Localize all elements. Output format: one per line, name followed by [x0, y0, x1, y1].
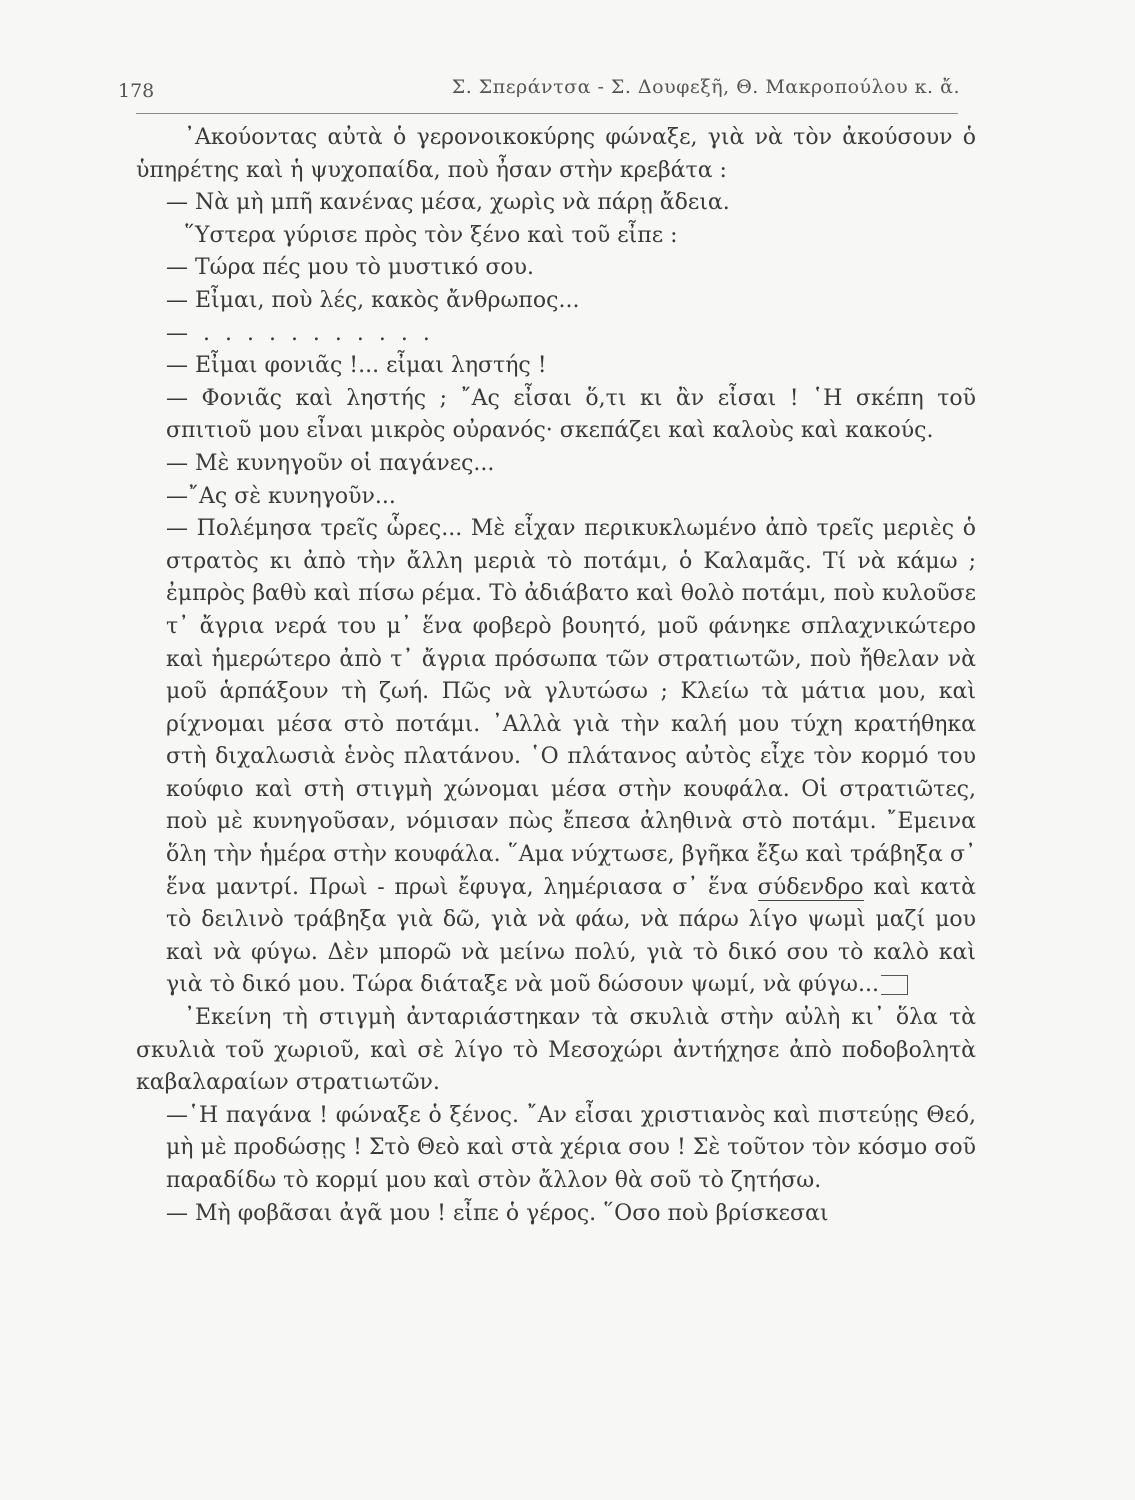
text-run: καὶ κατὰ τὸ δειλινὸ τράβηξα γιὰ δῶ, γιὰ νὰ φάω, νὰ πάρω λίγο ψωμὶ μαζί μου καὶ νὰ φύγω. Δὲν μπορῶ νὰ μείνω πολύ, γιὰ τὸ δικό σου τὸ καλὸ καὶ γιὰ τὸ δικό μου. Τώρα διάταξε νὰ μοῦ δώσουν ψωμί, νὰ φύγω... [166, 874, 976, 998]
dialogue-paragraph [136, 513, 976, 1002]
dialogue-line: — Εἶμαι, ποὺ λές, κακὸς ἄνθρωπος... [166, 287, 580, 313]
dialogue-line: — Φονιᾶς καὶ ληστής ; ῎Ας εἶσαι ὅ,τι κι ἂν εἶσαι ! ῾Η σκέπη τοῦ σπιτιοῦ μου εἶναι μικρὸς οὐρανός· σκεπάζει καὶ καλοὺς καὶ κακούς. [166, 385, 976, 444]
ellipsis-line: — . . . . . . . . . . . [166, 320, 434, 346]
dialogue-line: — Εἶμαι φονιᾶς !... εἶμαι ληστής ! [166, 353, 547, 379]
page-header [118, 72, 960, 108]
running-title: Σ. Σπεράντσα - Σ. Δουφεξῆ, Θ. Μακροπούλου κ. ἄ. [451, 76, 960, 98]
dialogue-line: —῎Ας σὲ κυνηγοῦν... [166, 483, 396, 509]
underlined-word: σύδενδρο [757, 874, 864, 900]
dialogue-line: — Τώρα πές μου τὸ μυστικό σου. [166, 255, 534, 281]
dialogue-line: — Μὲ κυνηγοῦν οἱ παγάνες... [166, 450, 495, 476]
paragraph: ᾿Εκείνη τὴ στιγμὴ ἀνταριάστηκαν τὰ σκυλιὰ στὴν αὐλὴ κι᾿ ὅλα τὰ σκυλιὰ τοῦ χωριοῦ, καὶ σὲ λίγο τὸ Μεσοχώρι ἀντήχησε ἀπὸ ποδοβολητὰ καβαλαραίων στρατιωτῶν. [136, 1005, 976, 1096]
dialogue-line: —῾Η παγάνα ! φώναξε ὁ ξένος. ῎Αν εἶσαι χριστιανὸς καὶ πιστεύῃς Θεό, μὴ μὲ προδώσῃς ! Στὸ Θεὸ καὶ στὰ χέρια σου ! Σὲ τοῦτον τὸν κόσμο σοῦ παραδίδω τὸ κορμί μου καὶ στὸν ἄλλον θὰ σοῦ τὸ ζητήσω. [166, 1102, 976, 1193]
text-run: — Πολέμησα τρεῖς ὧρες... Μὲ εἶχαν περικυκλωμένο ἀπὸ τρεῖς μεριὲς ὁ στρατὸς κι ἀπὸ τὴν ἄλλη μεριὰ τὸ ποτάμι, ὁ Καλαμᾶς. Τί νὰ κάμω ; ἐμπρὸς βαθὺ καὶ πίσω ρέμα. Τὸ ἀδιάβατο καὶ θολὸ ποτάμι, ποὺ κυλοῦσε τ᾿ ἄγρια νερά του μ᾿ ἕνα φοβερὸ βουητό, μοῦ φάνηκε σπλαχνικώτερο καὶ ἡμερώτερο ἀπὸ τ᾿ ἄγρια πρόσωπα τῶν στρατιωτῶν, ποὺ ἤθελαν νὰ μοῦ ἁρπάξουν τὴ ζωή. Πῶς νὰ γλυτώσω ; Κλείω τὰ μάτια μου, καὶ ρίχνομαι μέσα στὸ ποτάμι. ᾿Αλλὰ γιὰ τὴν καλή μου τύχη κρατήθηκα στὴ διχαλωσιὰ ἑνὸς πλατάνου. ῾Ο πλάτανος αὐτὸς εἶχε τὸν κορμό του κούφιο καὶ στὴ στιγμὴ χώνομαι μέσα στὴν κουφάλα. Οἱ στρατιῶτες, ποὺ μὲ κυνηγοῦσαν, νόμισαν πὼς ἔπεσα ἀληθινὰ στὸ ποτάμι. ῎Εμεινα ὅλη τὴν ἡμέρα στὴν κουφάλα. ῞Αμα νύχτωσε, βγῆκα ἔξω καὶ τράβηξα σ᾿ ἕνα μαντρί. Πρωὶ - πρωὶ ἔφυγα, λημέριασα σ᾿ ἕνα [166, 516, 976, 900]
paragraph: ᾿Ακούοντας αὐτὰ ὁ γερονοικοκύρης φώναξε, γιὰ νὰ τὸν ἀκούσουν ὁ ὑπηρέτης καὶ ἡ ψυχοπαίδα, ποὺ ἦσαν στὴν κρεβάτα : [136, 125, 976, 183]
dialogue-line: — Νὰ μὴ μπῆ κανένας μέσα, χωρὶς νὰ πάρῃ ἄδεια. [166, 190, 730, 216]
body-text [136, 122, 976, 1230]
paragraph: ῞Υστερα γύρισε πρὸς τὸν ξένο καὶ τοῦ εἶπε : [184, 222, 678, 248]
bracket-mark [881, 975, 908, 995]
dialogue-line: — Μὴ φοβᾶσαι ἀγᾶ μου ! εἶπε ὁ γέρος. ῞Οσο ποὺ βρίσκεσαι [166, 1200, 829, 1226]
page-number: 178 [118, 80, 155, 102]
header-rule [136, 113, 958, 114]
